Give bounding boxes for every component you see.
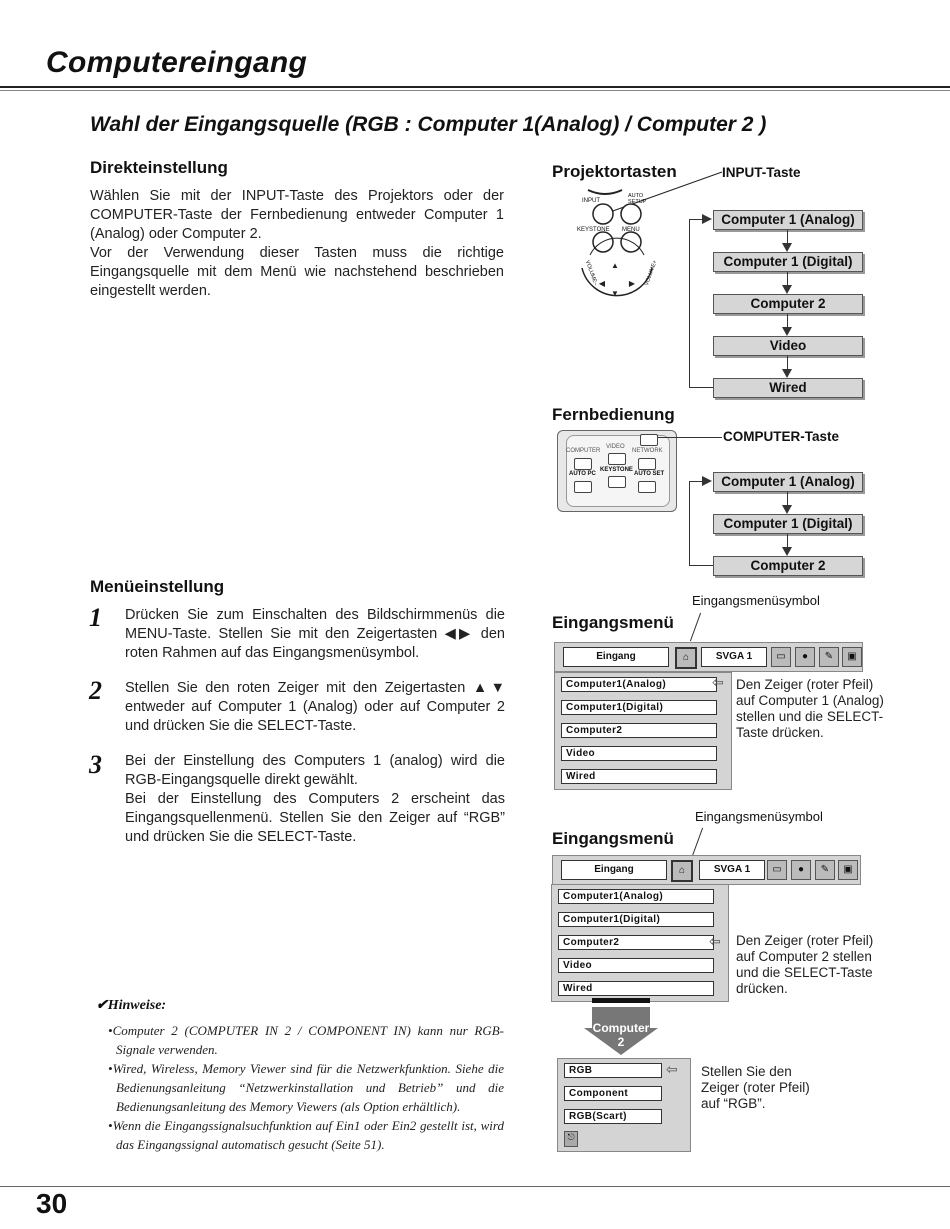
remote-auto-set-button (638, 481, 656, 493)
osd1-menubar (554, 642, 863, 672)
auto-setup-label: AUTO SETUP (628, 193, 647, 205)
direct-heading: Direkteinstellung (90, 158, 228, 177)
remote-network-label: NETWORK (632, 448, 663, 454)
notes-heading-text: Hinweise: (107, 998, 167, 1013)
direct-paragraph-2: Vor der Verwendung dieser Tasten muss die richtige Eingangsquelle mit dem Menü wie nachstehend beschrieben eingestellt werden. (90, 245, 504, 299)
remote-computer-button (574, 458, 592, 470)
input-key-label: INPUT-Taste (722, 165, 801, 180)
notes-list (108, 1021, 504, 1154)
osd2-color-icon: ● (791, 860, 811, 880)
svg-text:▼: ▼ (611, 289, 619, 298)
input-button (593, 204, 613, 224)
flow-step-wired: Wired (713, 378, 863, 398)
remote-flow-computer1-digital: Computer 1 (Digital) (713, 514, 863, 534)
menu-label: MENU (622, 227, 640, 233)
osd2-item-computer1-analog[interactable]: Computer1(Analog) (558, 889, 714, 904)
osd1-item-computer1-analog[interactable]: Computer1(Analog) (561, 677, 717, 692)
note-item-3: •Wenn die Eingangssignalsuchfunktion auf Ein1 oder Ein2 gestellt ist, wird das Eingangssignal automatisch gesucht (Seite 51). (108, 1118, 504, 1152)
osd1-laptop-icon: ▭ (771, 647, 791, 667)
osd1-symbol-label: Eingangsmenüsymbol (692, 593, 820, 608)
osd2-input-menu-icon: ⌂ (671, 860, 693, 882)
step-1-text: Drücken Sie zum Einschalten des Bildschirmmenüs die MENU-Taste. Stellen Sie mit den Zeigertasten ◀▶ den roten Rahmen auf das Eingangsmenüsymbol. (125, 607, 505, 661)
remote-top-button (640, 434, 658, 446)
osd2-pointer-arrow-icon: ⇦ (709, 933, 721, 949)
osd1-item-wired[interactable]: Wired (561, 769, 717, 784)
osd2-menubar (552, 855, 861, 885)
notes-heading (96, 997, 166, 1014)
osd1-picture-icon: ▣ (842, 647, 862, 667)
note-item-1: •Computer 2 (COMPUTER IN 2 / COMPONENT IN) kann nur RGB-Signale verwenden. (108, 1023, 504, 1057)
osd2-item-computer2[interactable]: Computer2 (558, 935, 714, 950)
flow-step-computer1-analog: Computer 1 (Analog) (713, 210, 863, 230)
osd2-title: Eingangsmenü (552, 829, 674, 848)
svg-text:◀: ◀ (598, 279, 606, 288)
flow-step-computer2: Computer 2 (713, 294, 863, 314)
flow-step-computer1-digital: Computer 1 (Digital) (713, 252, 863, 272)
osd1-tab: Eingang (563, 647, 669, 667)
remote-computer-label: COMPUTER (566, 448, 601, 454)
remote-auto-pc-button (574, 481, 592, 493)
header-rule-thin (0, 90, 950, 91)
step-3-text-2: Bei der Einstellung des Computers 2 erscheint das Eingangsquellenmenü. Stellen Sie den Zeiger auf “RGB” und drücken Sie die SELECT-Taste. (125, 791, 505, 845)
step-1-number: 1 (89, 603, 102, 632)
osd1-input-menu-icon: ⌂ (675, 647, 697, 669)
computer-key-label: COMPUTER-Taste (723, 429, 840, 444)
remote-network-button (638, 458, 656, 470)
osd2-caption: Den Zeiger (roter Pfeil) auf Computer 2 stellen und die SELECT-Taste drücken. (736, 933, 874, 996)
osd1-panel (554, 672, 732, 790)
osd3-exit-icon[interactable]: ⎋ (564, 1131, 578, 1147)
remote-video-button (608, 453, 626, 465)
osd1-title: Eingangsmenü (552, 613, 674, 632)
osd1-item-video[interactable]: Video (561, 746, 717, 761)
section-subtitle: Wahl der Eingangsquelle (RGB : Computer 1(Analog) / Computer 2 ) (90, 113, 767, 136)
osd1-setting-icon: ✎ (819, 647, 839, 667)
computer2-arrow-label-number: 2 (617, 1035, 625, 1049)
input-button-label: INPUT (582, 198, 600, 204)
osd2-symbol-label: Eingangsmenüsymbol (695, 809, 823, 824)
osd1-item-computer2[interactable]: Computer2 (561, 723, 717, 738)
direct-paragraph-1: Wählen Sie mit der INPUT-Taste des Projektors oder der COMPUTER-Taste der Fernbedienung entweder Computer 1 (Analog) oder Computer 2. (90, 188, 504, 242)
osd2-setting-icon: ✎ (815, 860, 835, 880)
osd2-item-wired[interactable]: Wired (558, 981, 714, 996)
computer-key-leader-line (650, 437, 722, 438)
osd2-panel (551, 884, 729, 1002)
osd2-tab: Eingang (561, 860, 667, 880)
checkmark-icon: ✔ (96, 998, 108, 1013)
remote-auto-set-label: AUTO SET (634, 471, 665, 477)
footer-rule (0, 1186, 950, 1187)
svg-text:▶: ▶ (628, 279, 636, 288)
computer2-arrow-label: Computer (592, 1021, 650, 1035)
osd2-mode: SVGA 1 (699, 860, 765, 880)
remote-flow-computer1-analog: Computer 1 (Analog) (713, 472, 863, 492)
projector-heading: Projektortasten (552, 162, 677, 181)
chapter-title: Computereingang (46, 46, 308, 79)
osd3-item-rgb-scart[interactable]: RGB(Scart) (564, 1109, 662, 1124)
osd1-mode: SVGA 1 (701, 647, 767, 667)
osd1-caption: Den Zeiger (roter Pfeil) auf Computer 1 (Analog) stellen und die SELECT-Taste drücken. (736, 677, 884, 740)
osd3-caption: Stellen Sie den Zeiger (roter Pfeil) auf “RGB”. (701, 1064, 810, 1111)
osd3-pointer-arrow-icon: ⇦ (666, 1061, 678, 1077)
remote-auto-pc-label: AUTO PC (569, 471, 596, 477)
osd3-item-component[interactable]: Component (564, 1086, 662, 1101)
auto-setup-button (621, 204, 641, 224)
osd1-item-computer1-digital[interactable]: Computer1(Digital) (561, 700, 717, 715)
remote-video-label: VIDEO (606, 444, 625, 450)
step-3-number: 3 (89, 750, 102, 779)
note-item-2: •Wired, Wireless, Memory Viewer sind für die Netzwerkfunktion. Siehe die Bedienungsanleitung “Netzwerkinstallation und Betrieb” und die Bedienungsanleitung des Memory Viewers (als Option erhältlich). (108, 1061, 504, 1114)
page-number: 30 (36, 1188, 68, 1219)
osd2-item-computer1-digital[interactable]: Computer1(Digital) (558, 912, 714, 927)
step-2-text: Stellen Sie den roten Zeiger mit den Zeigertasten ▲▼ entweder auf Computer 1 (Analog) oder auf Computer 2 und drücken Sie die SELECT-Taste. (125, 680, 505, 734)
flow-loop-line (689, 219, 690, 387)
osd1-color-icon: ● (795, 647, 815, 667)
step-2-number: 2 (89, 676, 102, 705)
osd3-item-rgb[interactable]: RGB (564, 1063, 662, 1078)
osd2-picture-icon: ▣ (838, 860, 858, 880)
remote-keystone-button (608, 476, 626, 488)
osd1-pointer-arrow-icon: ⇦ (712, 674, 724, 690)
volume-plus-label: VOLUME+ (643, 259, 659, 287)
osd2-laptop-icon: ▭ (767, 860, 787, 880)
remote-heading: Fernbedienung (552, 405, 675, 424)
menu-heading: Menüeinstellung (90, 577, 225, 596)
osd2-item-video[interactable]: Video (558, 958, 714, 973)
header-rule (0, 86, 950, 88)
remote-flow-computer2: Computer 2 (713, 556, 863, 576)
volume-minus-label: VOLUME– (583, 259, 599, 287)
keystone-label: KEYSTONE (577, 227, 610, 233)
svg-text:▲: ▲ (611, 261, 619, 270)
step-3-text: Bei der Einstellung des Computers 1 (analog) wird die RGB-Eingangsquelle direkt gewählt. (125, 753, 505, 788)
remote-keystone-label: KEYSTONE (600, 467, 633, 473)
flow-step-video: Video (713, 336, 863, 356)
